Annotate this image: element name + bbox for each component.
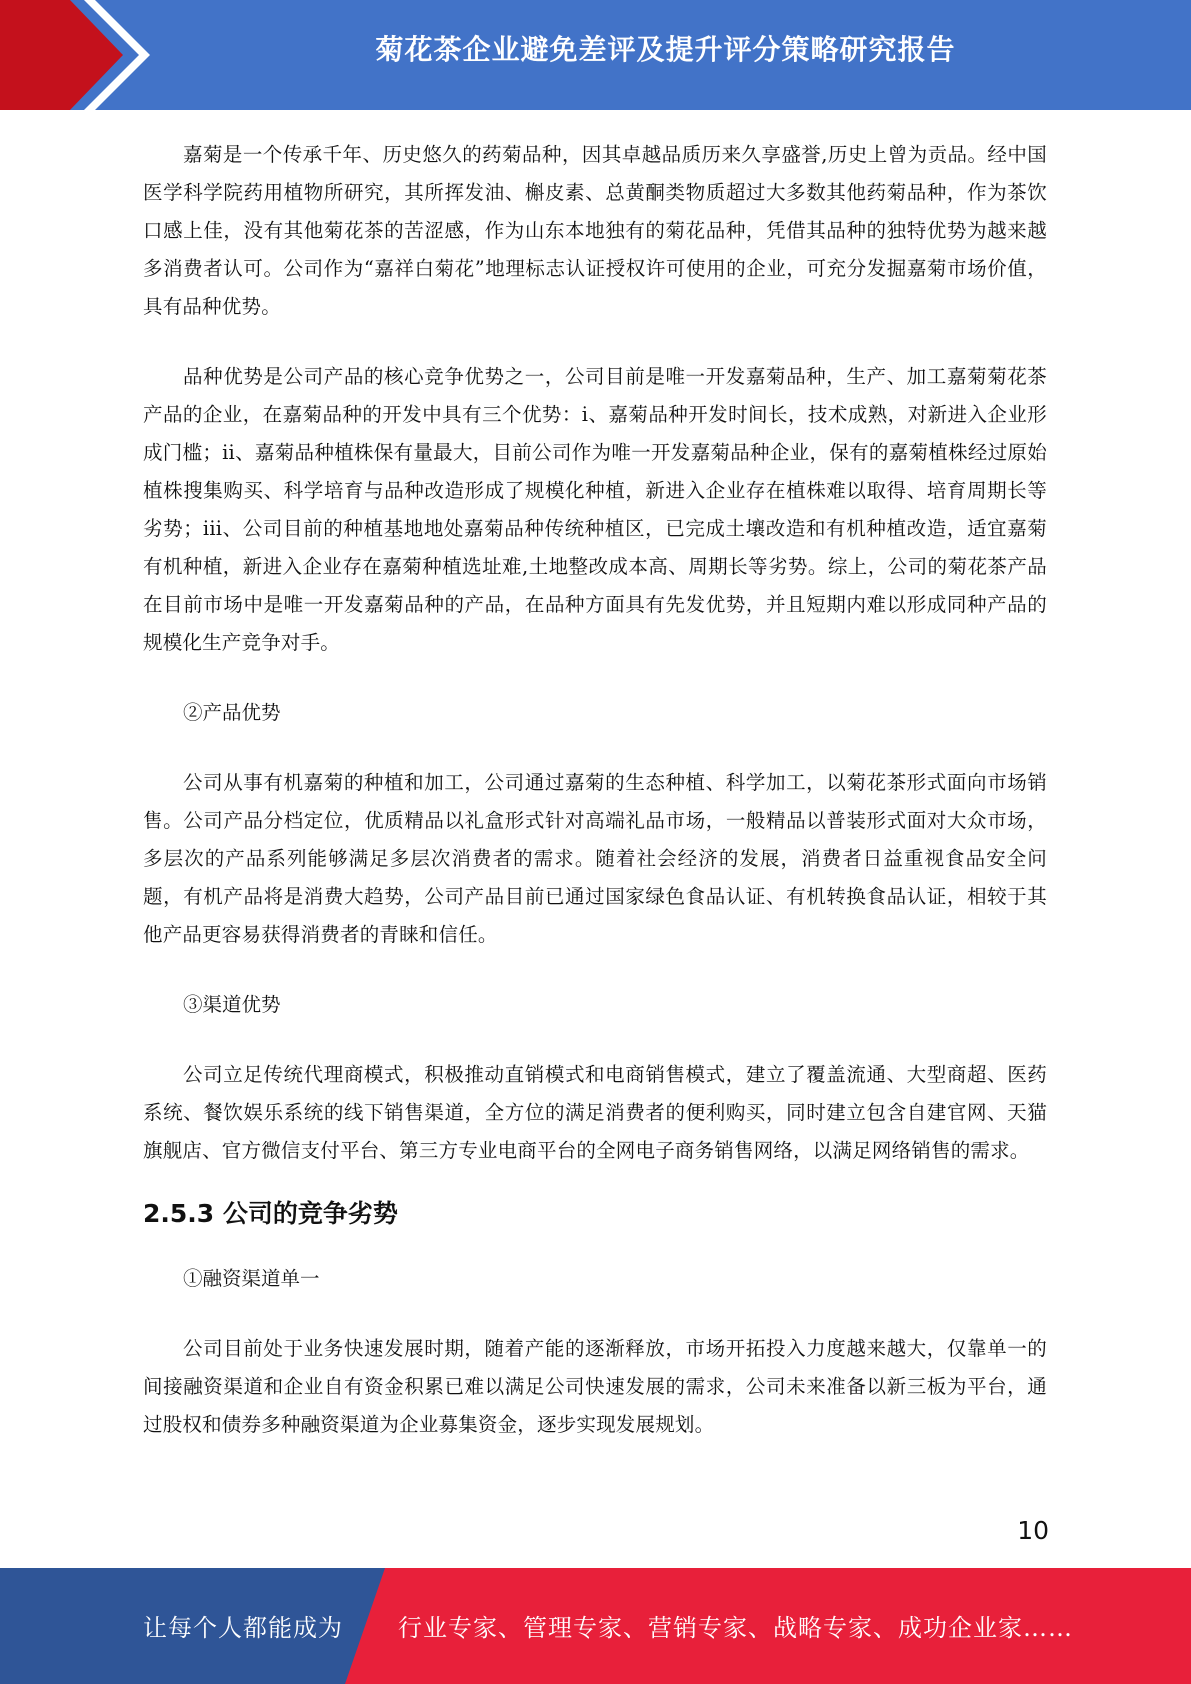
subsection-title: ③渠道优势	[183, 993, 281, 1016]
section-heading: 2.5.3 公司的竞争劣势	[143, 1199, 398, 1228]
subsection-title: ①融资渠道单一	[183, 1267, 320, 1290]
page-header	[0, 0, 1191, 110]
header-arrow-decoration	[0, 0, 160, 110]
paragraph: 公司目前处于业务快速发展时期，随着产能的逐渐释放，市场开拓投入力度越来越大，仅靠单一的间接融资渠道和企业自有资金积累已难以满足公司快速发展的需求，公司未来准备以新三板为平台，通过股权和债券多种融资渠道为企业募集资金，逐步实现发展规划。	[143, 1337, 1047, 1436]
page-content	[143, 136, 1047, 1444]
subsection-title: ②产品优势	[183, 701, 281, 724]
paragraph: 公司立足传统代理商模式，积极推动直销模式和电商销售模式，建立了覆盖流通、大型商超、医药系统、餐饮娱乐系统的线下销售渠道，全方位的满足消费者的便利购买，同时建立包含自建官网、天猫旗舰店、官方微信支付平台、第三方专业电商平台的全网电子商务销售网络，以满足网络销售的需求。	[143, 1063, 1047, 1162]
footer-slogan-left: 让每个人都能成为	[143, 1614, 343, 1642]
document-title: 菊花茶企业避免差评及提升评分策略研究报告	[375, 33, 956, 66]
page-footer	[0, 1568, 1191, 1684]
page-number: 10	[1017, 1516, 1049, 1545]
paragraph: 品种优势是公司产品的核心竞争优势之一，公司目前是唯一开发嘉菊品种，生产、加工嘉菊菊花茶产品的企业，在嘉菊品种的开发中具有三个优势：i、嘉菊品种开发时间长，技术成熟，对新进入企业形成门槛；ii、嘉菊品种植株保有量最大，目前公司作为唯一开发嘉菊品种企业，保有的嘉菊植株经过原始植株搜集购买、科学培育与品种改造形成了规模化种植，新进入企业存在植株难以取得、培育周期长等劣势；iii、公司目前的种植基地地处嘉菊品种传统种植区，已完成土壤改造和有机种植改造，适宜嘉菊有机种植，新进入企业存在嘉菊种植选址难,土地整改成本高、周期长等劣势。综上，公司的菊花茶产品在目前市场中是唯一开发嘉菊品种的产品，在品种方面具有先发优势，并且短期内难以形成同种产品的规模化生产竞争对手。	[143, 365, 1047, 654]
paragraph: 嘉菊是一个传承千年、历史悠久的药菊品种，因其卓越品质历来久享盛誉,历史上曾为贡品。经中国医学科学院药用植物所研究，其所挥发油、槲皮素、总黄酮类物质超过大多数其他药菊品种，作为茶饮口感上佳，没有其他菊花茶的苦涩感，作为山东本地独有的菊花品种，凭借其品种的独特优势为越来越多消费者认可。公司作为“嘉祥白菊花”地理标志认证授权许可使用的企业，可充分发掘嘉菊市场价值，具有品种优势。	[143, 143, 1047, 318]
footer-slogan-right: 行业专家、管理专家、营销专家、战略专家、成功企业家……	[398, 1614, 1073, 1642]
paragraph: 公司从事有机嘉菊的种植和加工，公司通过嘉菊的生态种植、科学加工，以菊花茶形式面向市场销售。公司产品分档定位，优质精品以礼盒形式针对高端礼品市场，一般精品以普装形式面对大众市场，多层次的产品系列能够满足多层次消费者的需求。随着社会经济的发展，消费者日益重视食品安全问题，有机产品将是消费大趋势，公司产品目前已通过国家绿色食品认证、有机转换食品认证，相较于其他产品更容易获得消费者的青睐和信任。	[143, 771, 1047, 946]
